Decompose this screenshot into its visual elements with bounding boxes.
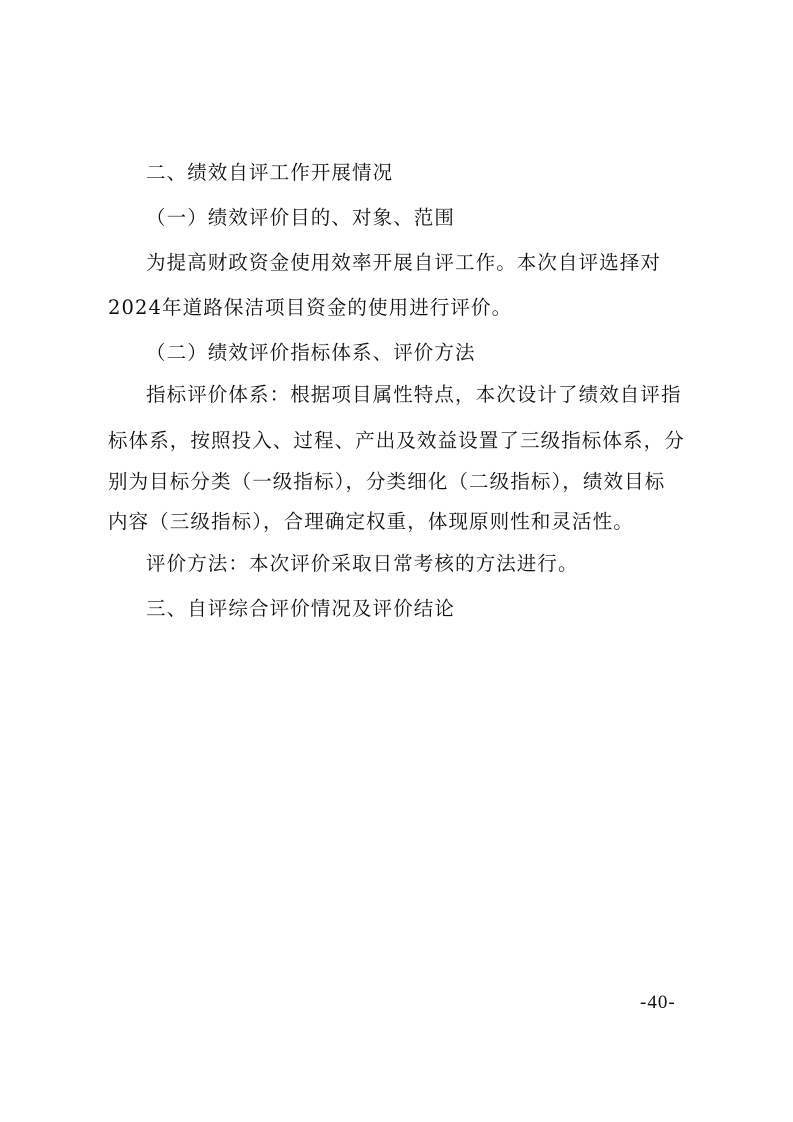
subsection-heading-1: （一）绩效评价目的、对象、范围 bbox=[146, 206, 456, 229]
paragraph-2-line-2: 标体系，按照投入、过程、产出及效益设置了三级指标体系，分 bbox=[108, 429, 685, 452]
paragraph-3: 评价方法：本次评价采取日常考核的方法进行。 bbox=[146, 552, 579, 575]
paragraph-2-line-4: 内容（三级指标），合理确定权重，体现原则性和灵活性。 bbox=[108, 510, 634, 533]
paragraph-2-line-1: 指标评价体系：根据项目属性特点，本次设计了绩效自评指 bbox=[146, 383, 682, 406]
paragraph-1-line-1: 为提高财政资金使用效率开展自评工作。本次自评选择对 bbox=[146, 251, 662, 274]
paragraph-1-line-2: 2024年道路保洁项目资金的使用进行评价。 bbox=[108, 296, 513, 319]
section-heading-3: 三、自评综合评价情况及评价结论 bbox=[146, 597, 456, 620]
paragraph-2-line-3: 别为目标分类（一级指标），分类细化（二级指标），绩效目标 bbox=[108, 470, 666, 493]
page-number: -40- bbox=[640, 992, 676, 1013]
section-heading-2: 二、绩效自评工作开展情况 bbox=[146, 161, 394, 184]
subsection-heading-2: （二）绩效评价指标体系、评价方法 bbox=[146, 341, 476, 364]
